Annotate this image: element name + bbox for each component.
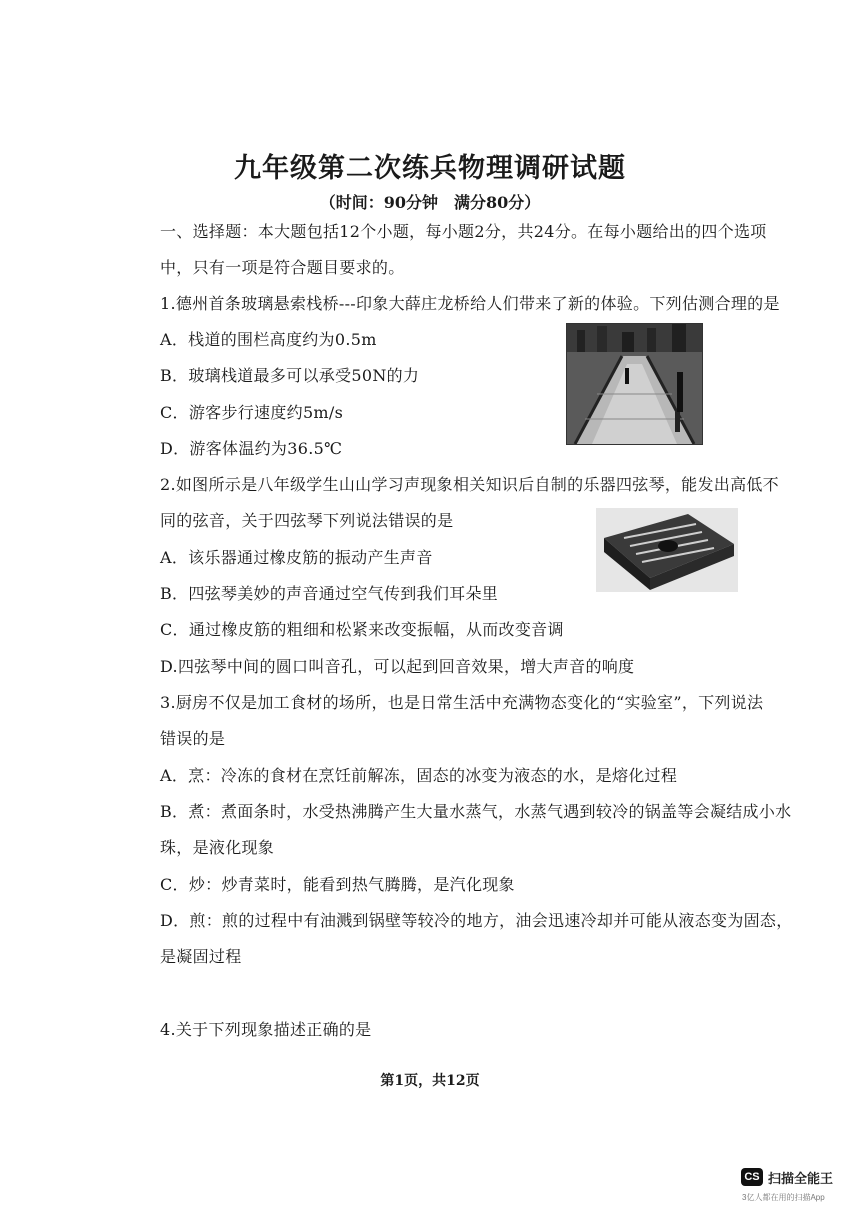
q2-option-c: C．通过橡皮筋的粗细和松紧来改变振幅，从而改变音调 (160, 620, 564, 639)
q3-option-a: A．烹：冷冻的食材在烹饪前解冻，固态的冰变为液态的水，是熔化过程 (160, 766, 678, 785)
q3-stem-line1: 3.厨房不仅是加工食材的场所，也是日常生活中充满物态变化的“实验室”，下列说法 (160, 693, 764, 712)
glass-bridge-photo (566, 323, 703, 445)
q1-option-b: B．玻璃栈道最多可以承受50N的力 (160, 366, 420, 385)
q2-option-d: D.四弦琴中间的圆口叫音孔，可以起到回音效果，增大声音的响度 (160, 657, 635, 676)
q1-option-c: C．游客步行速度约5m/s (160, 403, 344, 422)
q3-option-b-line1: B．煮：煮面条时，水受热沸腾产生大量水蒸气，水蒸气遇到较冷的锅盖等会凝结成小水 (160, 802, 792, 821)
camscanner-tagline: 3亿人都在用的扫描App (742, 1193, 825, 1202)
exam-subtitle: （时间：90分钟 满分80分） (319, 193, 541, 212)
q2-option-a: A．该乐器通过橡皮筋的振动产生声音 (160, 548, 433, 567)
q3-option-d-line2: 是凝固过程 (160, 947, 242, 966)
q4-stem: 4.关于下列现象描述正确的是 (160, 1020, 372, 1039)
camscanner-app-name: 扫描全能王 (768, 1171, 834, 1186)
q3-stem-line2: 错误的是 (160, 729, 226, 748)
glass-bridge-image (567, 324, 702, 444)
q2-stem-line2: 同的弦音，关于四弦琴下列说法错误的是 (160, 511, 454, 530)
section-intro-line1: 一、选择题：本大题包括12个小题，每小题2分，共24分。在每小题给出的四个选项 (160, 222, 767, 241)
camscanner-logo-icon: CS (741, 1168, 763, 1186)
four-string-instrument-image (596, 508, 738, 592)
q1-option-a: A．栈道的围栏高度约为0.5m (160, 330, 377, 349)
section-intro-line2: 中，只有一项是符合题目要求的。 (160, 258, 405, 277)
page-number: 第1页，共12页 (380, 1073, 480, 1089)
q2-stem-line1: 2.如图所示是八年级学生山山学习声现象相关知识后自制的乐器四弦琴，能发出高低不 (160, 475, 779, 494)
q1-option-d: D．游客体温约为36.5℃ (160, 439, 343, 458)
q3-option-c: C．炒：炒青菜时，能看到热气腾腾，是汽化现象 (160, 875, 515, 894)
exam-title: 九年级第二次练兵物理调研试题 (234, 153, 626, 184)
four-string-instrument-photo (596, 508, 738, 592)
q3-option-d-line1: D．煎：煎的过程中有油溅到锅壁等较冷的地方，油会迅速冷却并可能从液态变为固态， (160, 911, 793, 930)
q1-stem: 1.德州首条玻璃悬索栈桥---印象大薛庄龙桥给人们带来了新的体验。下列估测合理的是 (160, 294, 780, 313)
q2-option-b: B．四弦琴美妙的声音通过空气传到我们耳朵里 (160, 584, 499, 603)
q3-option-b-line2: 珠，是液化现象 (160, 838, 275, 857)
